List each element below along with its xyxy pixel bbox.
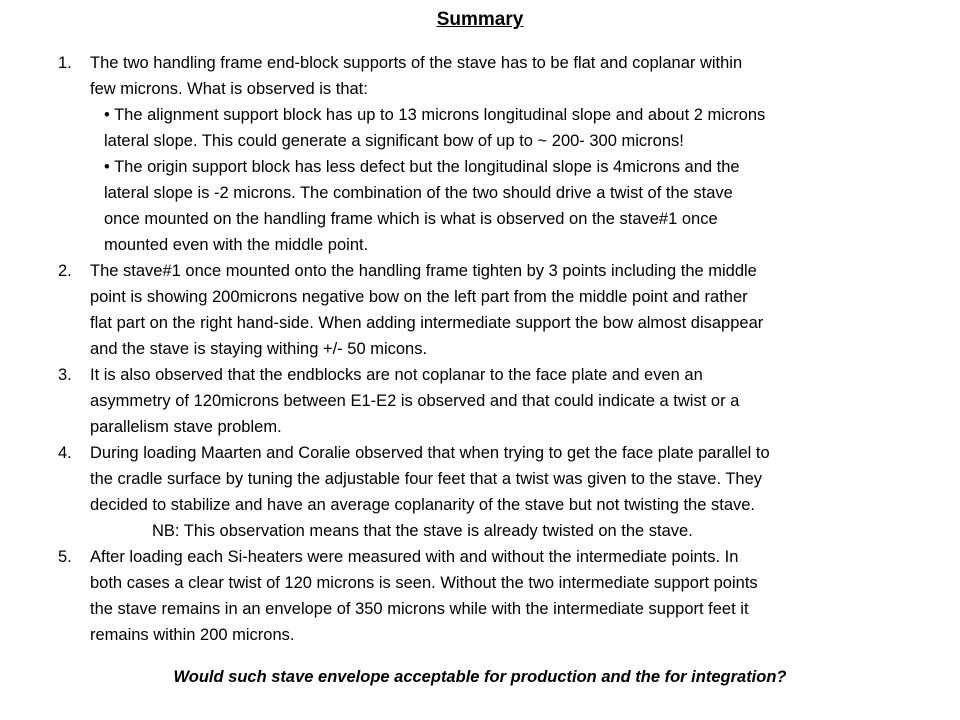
item-text-line: flat part on the right hand-side. When adding intermediate support the bow almost disappear: [90, 314, 764, 332]
item-text-line: the cradle surface by tuning the adjustable four feet that a twist was given to the stave. They: [90, 470, 763, 488]
item-text-line: the stave remains in an envelope of 350 microns while with the intermediate support feet it: [90, 600, 749, 618]
list-item-3: [58, 362, 920, 440]
list-item-2: [58, 258, 920, 362]
item-number: 1.: [58, 54, 72, 72]
item-text-line: It is also observed that the endblocks are not coplanar to the face plate and even an: [90, 366, 703, 384]
item-text-line: point is showing 200microns negative bow on the left part from the middle point and rather: [90, 288, 748, 306]
sub-bullet-1: [90, 102, 920, 154]
list-item-5: [58, 544, 920, 648]
item-number: 3.: [58, 366, 72, 384]
bullet-text-line: • The alignment support block has up to 13 microns longitudinal slope and about 2 microns: [104, 106, 766, 124]
item-text-line: and the stave is staying withing +/- 50 micons.: [90, 340, 428, 358]
item-text-line: The two handling frame end-block supports of the stave has to be flat and coplanar within: [90, 54, 743, 72]
item-text-line: The stave#1 once mounted onto the handling frame tighten by 3 points including the middle: [90, 262, 757, 280]
item-text-line: During loading Maarten and Coralie observed that when trying to get the face plate parallel to: [90, 444, 770, 462]
item-text-line: After loading each Si-heaters were measured with and without the intermediate points. In: [90, 548, 739, 566]
item-text-line: few microns. What is observed is that:: [90, 80, 368, 98]
bullet-text-line: • The origin support block has less defect but the longitudinal slope is 4microns and the: [104, 158, 740, 176]
nb-note: NB: This observation means that the stave is already twisted on the stave.: [152, 522, 693, 540]
closing-question: Would such stave envelope acceptable for production and the for integration?: [173, 668, 787, 686]
bullet-text-line: once mounted on the handling frame which is what is observed on the stave#1 once: [104, 210, 718, 228]
item-number: 5.: [58, 548, 72, 566]
item-text-line: asymmetry of 120microns between E1-E2 is observed and that could indicate a twist or a: [90, 392, 740, 410]
bullet-text-line: lateral slope. This could generate a significant bow of up to ~ 200- 300 microns!: [104, 132, 684, 150]
list-item-4: [58, 440, 920, 544]
list-item-1: [58, 50, 920, 258]
bullet-text-line: mounted even with the middle point.: [104, 236, 369, 254]
summary-list: [58, 50, 920, 648]
item-text-line: both cases a clear twist of 120 microns is seen. Without the two intermediate support points: [90, 574, 758, 592]
item-number: 4.: [58, 444, 72, 462]
item-number: 2.: [58, 262, 72, 280]
sub-bullet-2: [90, 154, 920, 258]
item-text-line: parallelism stave problem.: [90, 418, 282, 436]
item-text-line: decided to stabilize and have an average coplanarity of the stave but not twisting the stave.: [90, 496, 756, 514]
page-title: Summary: [436, 9, 524, 30]
bullet-text-line: lateral slope is -2 microns. The combination of the two should drive a twist of the stave: [104, 184, 733, 202]
item-text-line: remains within 200 microns.: [90, 626, 295, 644]
